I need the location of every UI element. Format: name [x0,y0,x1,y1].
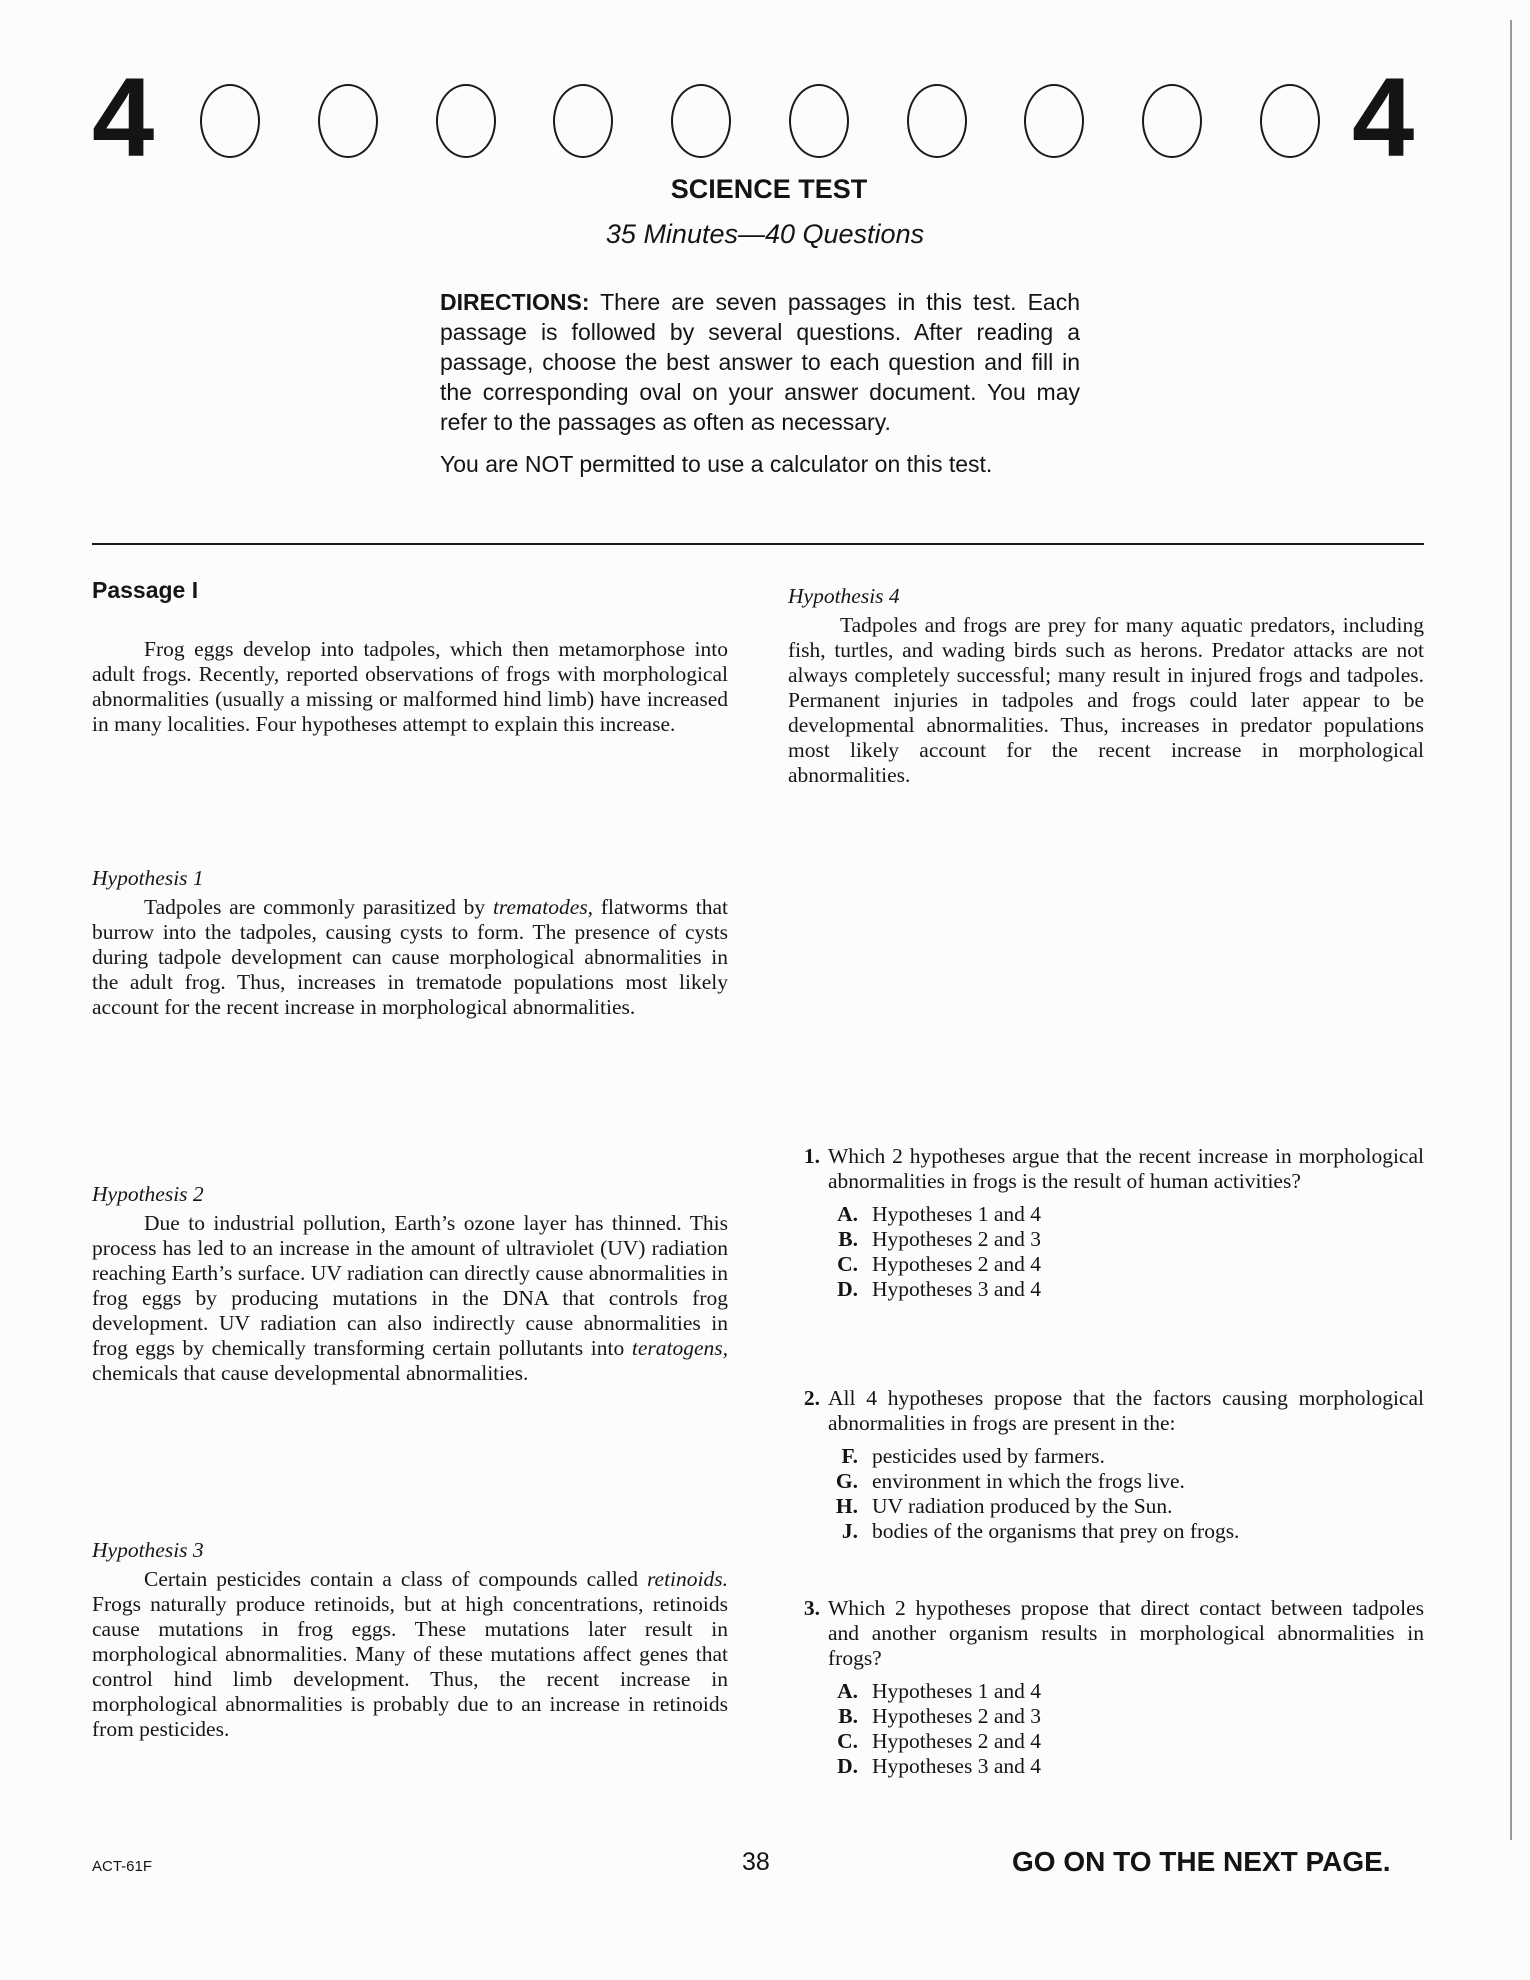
option-text: Hypotheses 3 and 4 [872,1277,1041,1301]
decorative-oval [907,84,967,158]
answer-option[interactable] [828,1202,1424,1227]
hypothesis-3 [92,1538,728,1742]
option-letter: D. [837,1754,858,1778]
hypothesis-1-title: Hypothesis 1 [92,866,204,890]
option-text: environment in which the frogs live. [872,1469,1185,1493]
question-stem: All 4 hypotheses propose that the factors causing morphological abnormalities in frogs are present in the: [828,1386,1424,1435]
decorative-oval [200,84,260,158]
page-number: 38 [742,1848,770,1876]
answer-option[interactable] [828,1729,1424,1754]
hypothesis-2 [92,1182,728,1386]
decorative-oval [671,84,731,158]
decorative-oval [436,84,496,158]
option-letter: C. [837,1252,858,1276]
hypothesis-4 [788,584,1424,788]
answer-option[interactable] [828,1469,1424,1494]
hypothesis-1-text [92,895,728,1020]
question-number: 2. [803,1386,820,1410]
hypothesis-2-title: Hypothesis 2 [92,1182,204,1206]
calculator-note: You are NOT permitted to use a calculator on this test. [440,451,993,477]
scan-page-edge [1510,20,1512,1840]
term-trematodes: trematodes, [492,895,594,919]
option-letter: J. [841,1519,858,1543]
option-text: Hypotheses 2 and 3 [872,1227,1041,1251]
option-text: Hypotheses 1 and 4 [872,1679,1041,1703]
answer-option[interactable] [828,1704,1424,1729]
directions-text: There are seven passages in this test. Each passage is followed by several questions. After reading a passage, choose the best answer to each question and fill in the corresponding oval on your answer document. You may refer to the passages as often as necessary. [440,289,1080,435]
hypothesis-4-title: Hypothesis 4 [788,584,900,608]
test-title: SCIENCE TEST [670,174,868,204]
answer-option[interactable] [828,1494,1424,1519]
question-3 [788,1596,1424,1779]
decorative-oval [318,84,378,158]
decorative-oval [1024,84,1084,158]
answer-option[interactable] [828,1679,1424,1704]
answer-oval-row [200,84,1320,174]
option-letter: H. [835,1494,858,1518]
option-text: pesticides used by farmers. [872,1444,1105,1468]
term-teratogens: teratogens, [631,1336,728,1360]
answer-option[interactable] [828,1252,1424,1277]
answer-option[interactable] [828,1519,1424,1544]
option-text: bodies of the organisms that prey on frogs. [872,1519,1240,1543]
hypothesis-3-text-a: Certain pesticides contain a class of compounds called [144,1567,647,1591]
hypothesis-1 [92,866,728,1020]
option-text: Hypotheses 3 and 4 [872,1754,1041,1778]
question-1 [788,1144,1424,1302]
directions-label: DIRECTIONS: [440,289,590,315]
hypothesis-3-text [92,1567,728,1742]
option-letter: B. [838,1227,858,1251]
option-text: Hypotheses 2 and 4 [872,1729,1041,1753]
hypothesis-3-text-b: Frogs naturally produce retinoids, but at high concentrations, retinoids cause mutations in frog eggs. These mutations later result in morphological abnormalities. Many of these mutations affect genes that control hind limb development. Thus, the recent increase in morphological abnormalities is probably due to an increase in retinoids from pesticides. [92,1592,728,1741]
option-letter: G. [835,1469,858,1493]
option-letter: A. [837,1202,858,1226]
option-letter: A. [837,1679,858,1703]
passage-left-column [92,578,728,737]
hypothesis-2-text-b: chemicals that cause developmental abnormalities. [92,1361,529,1385]
hypothesis-1-text-a: Tadpoles are commonly parasitized by [144,895,493,919]
hypothesis-2-text [92,1211,728,1386]
option-text: Hypotheses 2 and 3 [872,1704,1041,1728]
decorative-oval [789,84,849,158]
option-text: Hypotheses 2 and 4 [872,1252,1041,1276]
answer-option[interactable] [828,1444,1424,1469]
hypothesis-4-text: Tadpoles and frogs are prey for many aquatic predators, including fish, turtles, and wading birds such as herons. Predator attacks are not always completely successful; many result in injured frogs and tadpoles. Permanent injuries in tadpoles and frogs could later appear to be developmental abnormalities. Thus, increases in predator populations most likely account for the recent increase in morphological abnormalities. [788,613,1424,787]
question-number: 1. [803,1144,820,1168]
decorative-oval [1260,84,1320,158]
directions-block [440,287,1080,479]
hypothesis-2-text-a: Due to industrial pollution, Earth’s ozone layer has thinned. This process has led to an increase in the amount of ultraviolet (UV) radiation reaching Earth’s surface. UV radiation can directly cause abnormalities in frog eggs by producing mutations in the DNA that controls frog development. UV radiation can also indirectly cause abnormalities in frog eggs by chemically transforming certain pollutants into [92,1211,728,1360]
decorative-oval [1142,84,1202,158]
answer-option[interactable] [828,1754,1424,1779]
option-text: Hypotheses 1 and 4 [872,1202,1041,1226]
decorative-oval [553,84,613,158]
question-stem: Which 2 hypotheses propose that direct contact between tadpoles and another organism results in morphological abnormalities in frogs? [828,1596,1424,1670]
question-number: 3. [803,1596,820,1620]
term-retinoids: retinoids. [646,1567,728,1591]
answer-option[interactable] [828,1277,1424,1302]
test-subtitle: 35 Minutes—40 Questions [605,219,925,249]
hypothesis-1-text-b: flatworms that burrow into the tadpoles, causing cysts to form. The presence of cysts during tadpole development can cause morphological abnormalities in the adult frog. Thus, increases in trematode populations most likely account for the recent increase in morphological abnormalities. [92,895,728,1019]
directions-paragraph [440,287,1080,437]
hypothesis-3-title: Hypothesis 3 [92,1538,204,1562]
header-divider [92,543,1424,545]
option-letter: C. [837,1729,858,1753]
option-letter: F. [841,1444,858,1468]
passage-label: Passage I [92,577,199,603]
answer-option[interactable] [828,1227,1424,1252]
section-number-left: 4 [92,55,155,180]
passage-intro: Frog eggs develop into tadpoles, which then metamorphose into adult frogs. Recently, reported observations of frogs with morphological abnormalities (usually a missing or malformed hind limb) have increased in many localities. Four hypotheses attempt to explain this increase. [92,637,728,736]
option-letter: D. [837,1277,858,1301]
go-on-next-page: GO ON TO THE NEXT PAGE. [1012,1846,1391,1877]
question-stem: Which 2 hypotheses argue that the recent increase in morphological abnormalities in frogs is the result of human activities? [828,1144,1424,1193]
section-number-right: 4 [1352,55,1415,180]
option-text: UV radiation produced by the Sun. [872,1494,1173,1518]
form-code: ACT-61F [92,1858,153,1875]
question-2 [788,1386,1424,1544]
option-letter: B. [838,1704,858,1728]
